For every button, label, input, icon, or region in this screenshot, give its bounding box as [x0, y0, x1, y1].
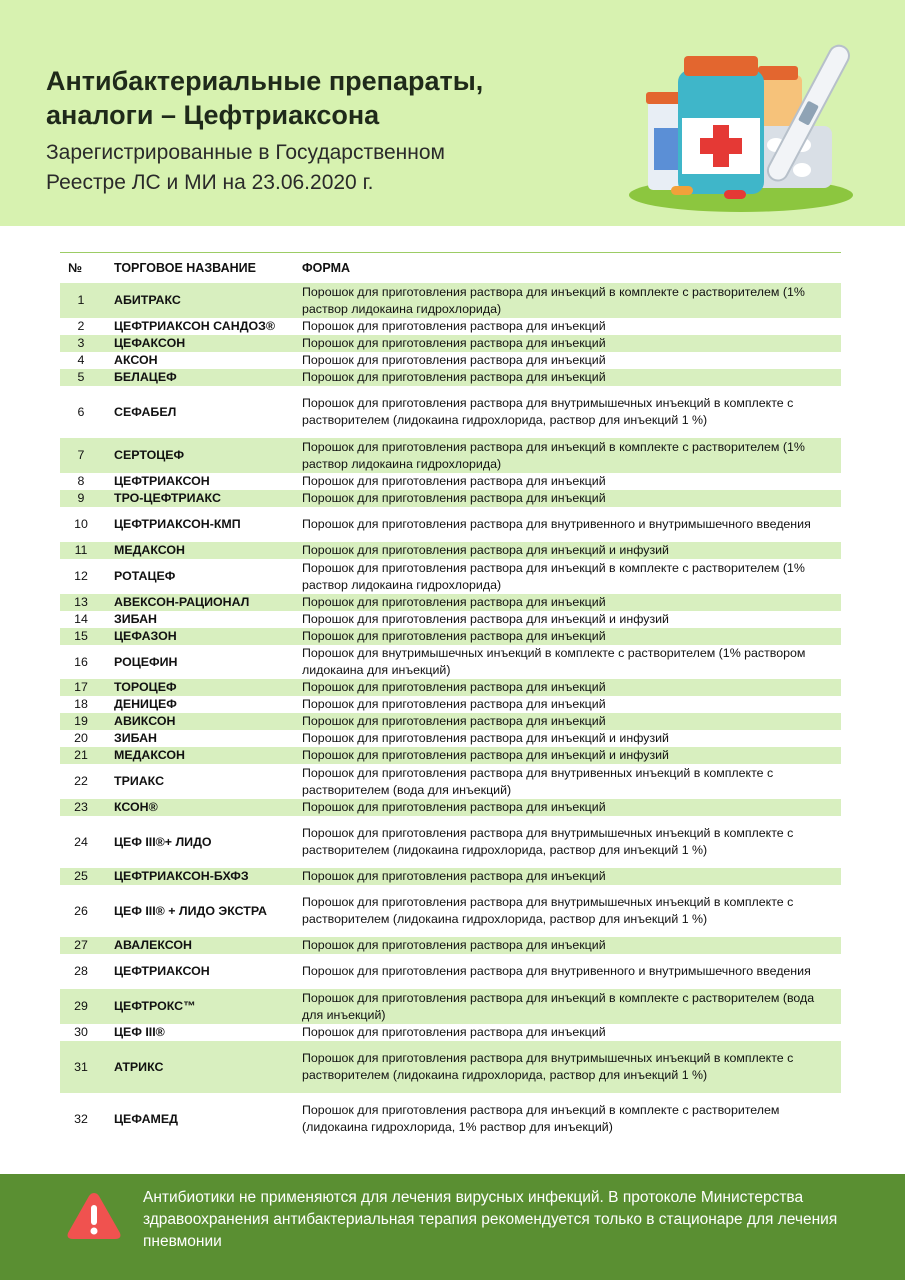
row-drug-name: ЦЕФТРОКС™: [102, 989, 300, 1024]
row-drug-name: ЗИБАН: [114, 731, 157, 745]
row-drug-form: Порошок для приготовления раствора для инъекций в комплекте с растворителем (1% раствор лидокаина гидрохлорида): [300, 283, 841, 318]
row-number: 14: [74, 612, 88, 626]
row-drug-name: РОТАЦЕФ: [114, 569, 176, 583]
row-drug-name: ЦЕФ III® + ЛИДО ЭКСТРА: [114, 903, 267, 918]
row-drug-form: Порошок для приготовления раствора для инъекций в комплекте с растворителем (лидокаина гидрохлорида, 1% раствор для инъекций): [302, 1103, 780, 1134]
table-row: [60, 937, 841, 954]
medicine-illustration: [626, 30, 866, 216]
row-number: 13: [60, 594, 102, 611]
row-drug-name: ЦЕФТРИАКСОН: [114, 964, 210, 978]
row-number: 28: [74, 964, 88, 978]
table-row: [60, 283, 841, 318]
table-row: [60, 679, 841, 696]
column-header-name: ТОРГОВОЕ НАЗВАНИЕ: [102, 253, 300, 284]
row-drug-form: Порошок для приготовления раствора для внутривенных инъекций в комплекте с растворителем (вода для инъекций): [302, 765, 774, 797]
row-drug-name: ТРИАКС: [114, 774, 165, 788]
row-drug-name: АВИКСОН: [102, 713, 300, 730]
row-number: 31: [60, 1041, 102, 1093]
row-drug-name: АКСОН: [114, 353, 158, 367]
row-number: 23: [60, 799, 102, 816]
table-row: [60, 542, 841, 559]
table-row: [60, 764, 841, 799]
row-number: 9: [60, 490, 102, 507]
row-number: 19: [60, 713, 102, 730]
table-row: [60, 713, 841, 730]
table-row: [60, 989, 841, 1024]
row-drug-form: Порошок для приготовления раствора для инъекций: [300, 679, 841, 696]
row-number: 17: [60, 679, 102, 696]
page-subtitle: [46, 138, 606, 198]
table-row: [60, 799, 841, 816]
row-drug-form: Порошок для приготовления раствора для инъекций: [302, 353, 606, 367]
table-row: [60, 747, 841, 764]
table-row: [60, 335, 841, 352]
row-drug-name: ТОРОЦЕФ: [102, 679, 300, 696]
row-number: 26: [74, 903, 88, 918]
warning-icon: [66, 1190, 122, 1242]
row-drug-name: ЦЕФТРИАКСОН: [114, 474, 210, 488]
row-number: 29: [60, 989, 102, 1024]
row-drug-form: Порошок для приготовления раствора для инъекций: [302, 1025, 606, 1039]
table-row: [60, 868, 841, 885]
row-number: 30: [74, 1025, 88, 1039]
table-row: [60, 645, 841, 679]
table-row: [60, 559, 841, 594]
row-drug-name: РОЦЕФИН: [114, 654, 178, 669]
row-number: 6: [77, 404, 85, 419]
row-drug-name: ЦЕФ III®+ ЛИДО: [114, 834, 212, 849]
row-drug-form: Порошок для приготовления раствора для внутривенного и внутримышечного введения: [302, 964, 811, 978]
row-drug-form: Порошок для приготовления раствора для инъекций: [300, 490, 841, 507]
drug-table: [60, 252, 841, 1145]
row-drug-name: АБИТРАКС: [102, 283, 300, 318]
header-banner: [0, 0, 905, 226]
row-number: 16: [74, 654, 88, 669]
footer-banner: [0, 1174, 905, 1280]
row-number: 3: [60, 335, 102, 352]
row-drug-form: Порошок для приготовления раствора для инъекций: [300, 799, 841, 816]
table-row: [60, 1093, 841, 1145]
table-row: [60, 816, 841, 868]
row-drug-form: Порошок для приготовления раствора для инъекций и инфузий: [302, 731, 669, 745]
row-drug-name: АТРИКС: [102, 1041, 300, 1093]
row-drug-form: Порошок для приготовления раствора для внутримышечных инъекций в комплекте с растворителем (лидокаина гидрохлорида, раствор для инъекций 1 %): [300, 1041, 841, 1093]
subtitle-line-1: Зарегистрированные в Государственном: [46, 141, 445, 164]
row-number: 7: [60, 438, 102, 473]
footer-warning-text: Антибиотики не применяются для лечения вирусных инфекций. В протоколе Министерства здравоохранения антибактериальная терапия рекомендуется только в стационаре для лечения пневмонии: [143, 1189, 838, 1250]
row-drug-name: ЦЕФТРИАКСОН-КМП: [114, 517, 241, 531]
table-row: [60, 954, 841, 989]
row-drug-name: ТРО-ЦЕФТРИАКС: [102, 490, 300, 507]
row-drug-form: Порошок для приготовления раствора для инъекций: [300, 868, 841, 885]
row-drug-form: Порошок для приготовления раствора для инъекций и инфузий: [302, 612, 669, 626]
row-drug-form: Порошок для приготовления раствора для инъекций: [302, 697, 606, 711]
row-drug-name: ЦЕФАЗОН: [102, 628, 300, 645]
row-number: 25: [60, 868, 102, 885]
row-drug-form: Порошок для приготовления раствора для инъекций: [300, 937, 841, 954]
row-drug-name: АВАЛЕКСОН: [102, 937, 300, 954]
row-drug-name: ЦЕФ III®: [114, 1025, 165, 1039]
row-number: 1: [60, 283, 102, 318]
row-number: 11: [60, 542, 102, 559]
row-number: 27: [60, 937, 102, 954]
table-row: [60, 386, 841, 438]
table-row: [60, 318, 841, 335]
table-row: [60, 730, 841, 747]
table-row: [60, 594, 841, 611]
row-drug-form: Порошок для внутримышечных инъекций в комплекте с растворителем (1% раствором лидокаина для инъекций): [302, 646, 806, 677]
row-number: 5: [60, 369, 102, 386]
row-number: 20: [74, 731, 88, 745]
row-drug-form: Порошок для приготовления раствора для инъекций в комплекте с растворителем (вода для инъекций): [300, 989, 841, 1024]
row-number: 18: [74, 697, 88, 711]
row-number: 8: [77, 474, 85, 488]
row-drug-name: ЦЕФАКСОН: [102, 335, 300, 352]
row-drug-form: Порошок для приготовления раствора для инъекций: [300, 713, 841, 730]
row-drug-name: КСОН®: [102, 799, 300, 816]
table-header-row: [60, 253, 841, 284]
row-drug-name: СЕФАБЕЛ: [114, 404, 177, 419]
row-drug-name: ЦЕФТРИАКСОН САНДОЗ®: [114, 319, 276, 333]
row-number: 21: [60, 747, 102, 764]
table-row: [60, 628, 841, 645]
table-row: [60, 438, 841, 473]
row-drug-form: Порошок для приготовления раствора для инъекций: [300, 335, 841, 352]
row-number: 2: [77, 319, 85, 333]
table-row: [60, 473, 841, 490]
row-drug-name: БЕЛАЦЕФ: [102, 369, 300, 386]
row-drug-form: Порошок для приготовления раствора для инъекций: [300, 594, 841, 611]
row-drug-form: Порошок для приготовления раствора для внутримышечных инъекций в комплекте с растворителем (лидокаина гидрохлорида, раствор для инъекций 1 %): [302, 396, 794, 427]
row-drug-form: Порошок для приготовления раствора для внутривенного и внутримышечного введения: [302, 517, 811, 531]
drug-table-container: [60, 252, 841, 1145]
table-row: [60, 1041, 841, 1093]
row-drug-form: Порошок для приготовления раствора для инъекций и инфузий: [300, 747, 841, 764]
row-drug-name: МЕДАКСОН: [102, 747, 300, 764]
row-number: 15: [60, 628, 102, 645]
row-number: 32: [74, 1111, 88, 1126]
table-row: [60, 369, 841, 386]
row-drug-form: Порошок для приготовления раствора для инъекций и инфузий: [300, 542, 841, 559]
table-row: [60, 352, 841, 369]
title-line-2: аналоги – Цефтриаксона: [46, 100, 380, 130]
row-number: 12: [74, 569, 88, 583]
row-drug-form: Порошок для приготовления раствора для инъекций в комплекте с растворителем (1% раствор лидокаина гидрохлорида): [300, 438, 841, 473]
table-row: [60, 885, 841, 937]
row-drug-form: Порошок для приготовления раствора для внутримышечных инъекций в комплекте с растворителем (лидокаина гидрохлорида, раствор для инъекций 1 %): [302, 895, 794, 926]
row-drug-name: ЗИБАН: [114, 612, 157, 626]
row-drug-form: Порошок для приготовления раствора для внутримышечных инъекций в комплекте с растворителем (лидокаина гидрохлорида, раствор для инъекций 1 %): [302, 826, 794, 857]
row-drug-name: АВЕКСОН-РАЦИОНАЛ: [102, 594, 300, 611]
table-row: [60, 1024, 841, 1041]
subtitle-line-2: Реестре ЛС и МИ на 23.06.2020 г.: [46, 171, 374, 194]
row-drug-form: Порошок для приготовления раствора для инъекций: [302, 319, 606, 333]
row-number: 22: [74, 774, 88, 788]
table-row: [60, 507, 841, 542]
column-header-number: №: [60, 253, 102, 284]
row-drug-name: ЦЕФТРИАКСОН-БХФЗ: [102, 868, 300, 885]
row-drug-name: ДЕНИЦЕФ: [114, 697, 177, 711]
table-row: [60, 696, 841, 713]
row-drug-form: Порошок для приготовления раствора для инъекций в комплекте с растворителем (1% раствор лидокаина гидрохлорида): [302, 560, 805, 592]
row-drug-form: Порошок для приготовления раствора для инъекций: [300, 628, 841, 645]
row-drug-name: ЦЕФАМЕД: [114, 1111, 178, 1126]
row-number: 24: [74, 834, 88, 849]
row-drug-form: Порошок для приготовления раствора для инъекций: [302, 474, 606, 488]
row-number: 10: [74, 517, 88, 531]
table-row: [60, 490, 841, 507]
column-header-form: ФОРМА: [300, 253, 841, 284]
page-title: [46, 64, 606, 132]
table-row: [60, 611, 841, 628]
row-drug-form: Порошок для приготовления раствора для инъекций: [300, 369, 841, 386]
row-drug-name: СЕРТОЦЕФ: [102, 438, 300, 473]
table-body: [60, 283, 841, 1145]
row-number: 4: [77, 353, 85, 367]
title-line-1: Антибактериальные препараты,: [46, 66, 484, 96]
row-drug-name: МЕДАКСОН: [102, 542, 300, 559]
